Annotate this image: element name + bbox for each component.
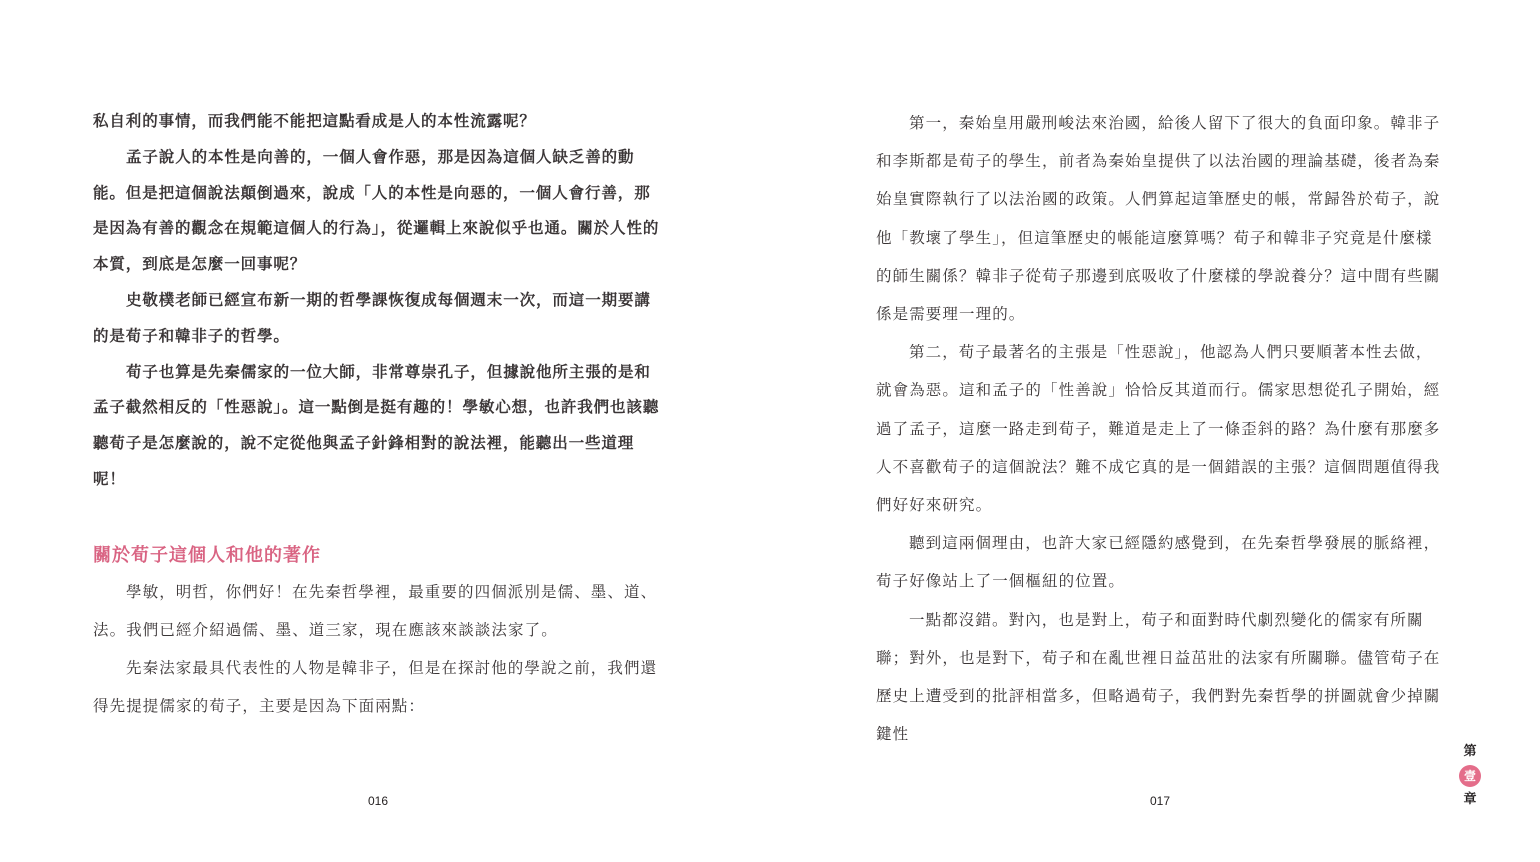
paragraph: 先秦法家最具代表性的人物是韓非子，但是在探討他的學說之前，我們還得先提提儒家的荀子，主要是因為下面兩點： <box>93 659 658 716</box>
page-number: 017 <box>1150 794 1171 808</box>
chapter-tab-suffix: 章 <box>1463 792 1477 807</box>
paragraph: 第二，荀子最著名的主張是「性惡說」，他認為人們只要順著本性去做，就會為惡。這和孟子的「性善說」恰恰反其道而行。儒家思想從孔子開始，經過了孟子，這麼一路走到荀子，難道是走上了一條歪斜的路？為什麼有那麼多人不喜歡荀子的這個說法？難不成它真的是一個錯誤的主張？這個問題值得我們好好來研究。 <box>876 343 1441 515</box>
page-number: 016 <box>368 794 389 808</box>
paragraph: 一點都沒錯。對內，也是對上，荀子和面對時代劇烈變化的儒家有所關聯；對外，也是對下，荀子和在亂世裡日益茁壯的法家有所關聯。儘管荀子在歷史上遭受到的批評相當多，但略過荀子，我們對先秦哲學的拼圖就會少掉關鍵性 <box>876 610 1441 744</box>
right-page <box>770 0 1540 862</box>
section-heading: 關於荀子這個人和他的著作 <box>93 544 321 566</box>
paragraph: 第一，秦始皇用嚴刑峻法來治國，給後人留下了很大的負面印象。韓非子和李斯都是荀子的學生，前者為秦始皇提供了以法治國的理論基礎，後者為秦始皇實際執行了以法治國的政策。人們算起這筆歷史的帳，常歸咎於荀子，說他「教壞了學生」，但這筆歷史的帳能這麼算嗎？荀子和韓非子究竟是什麼樣的師生關係？韓非子從荀子那邊到底吸收了什麼樣的學說養分？這中間有些關係是需要理一理的。 <box>876 114 1441 324</box>
chapter-number-badge: 壹 <box>1459 765 1481 787</box>
paragraph: 聽到這兩個理由，也許大家已經隱約感覺到，在先秦哲學發展的脈絡裡，荀子好像站上了一個樞紐的位置。 <box>876 534 1441 591</box>
chapter-tab-prefix: 第 <box>1463 744 1477 759</box>
paragraph: 學敏，明哲，你們好！在先秦哲學裡，最重要的四個派別是儒、墨、道、法。我們已經介紹過儒、墨、道三家，現在應該來談談法家了。 <box>93 582 658 639</box>
chapter-tab <box>1458 742 1482 810</box>
paragraph: 荀子也算是先秦儒家的一位大師，非常尊崇孔子，但據說他所主張的是和孟子截然相反的「性惡說」。這一點倒是挺有趣的！學敏心想，也許我們也該聽聽荀子是怎麼說的，說不定從他與孟子針鋒相對的說法裡，能聽出一些道理呢！ <box>93 362 660 488</box>
paragraph: 私自利的事情，而我們能不能把這點看成是人的本性流露呢？ <box>93 112 536 130</box>
left-page-text-column <box>93 104 665 726</box>
paragraph: 史敬樸老師已經宣布新一期的哲學課恢復成每個週末一次，而這一期要講的是荀子和韓非子的哲學。 <box>93 290 651 345</box>
letter-section <box>93 573 665 726</box>
dialogue-section <box>93 104 665 498</box>
paragraph: 孟子說人的本性是向善的，一個人會作惡，那是因為這個人缺乏善的動能。但是把這個說法顛倒過來，說成「人的本性是向惡的，一個人會行善，那是因為有善的觀念在規範這個人的行為」，從邏輯上來說似乎也通。關於人性的本質，到底是怎麼一回事呢？ <box>93 147 660 274</box>
right-page-text-column <box>876 104 1448 753</box>
